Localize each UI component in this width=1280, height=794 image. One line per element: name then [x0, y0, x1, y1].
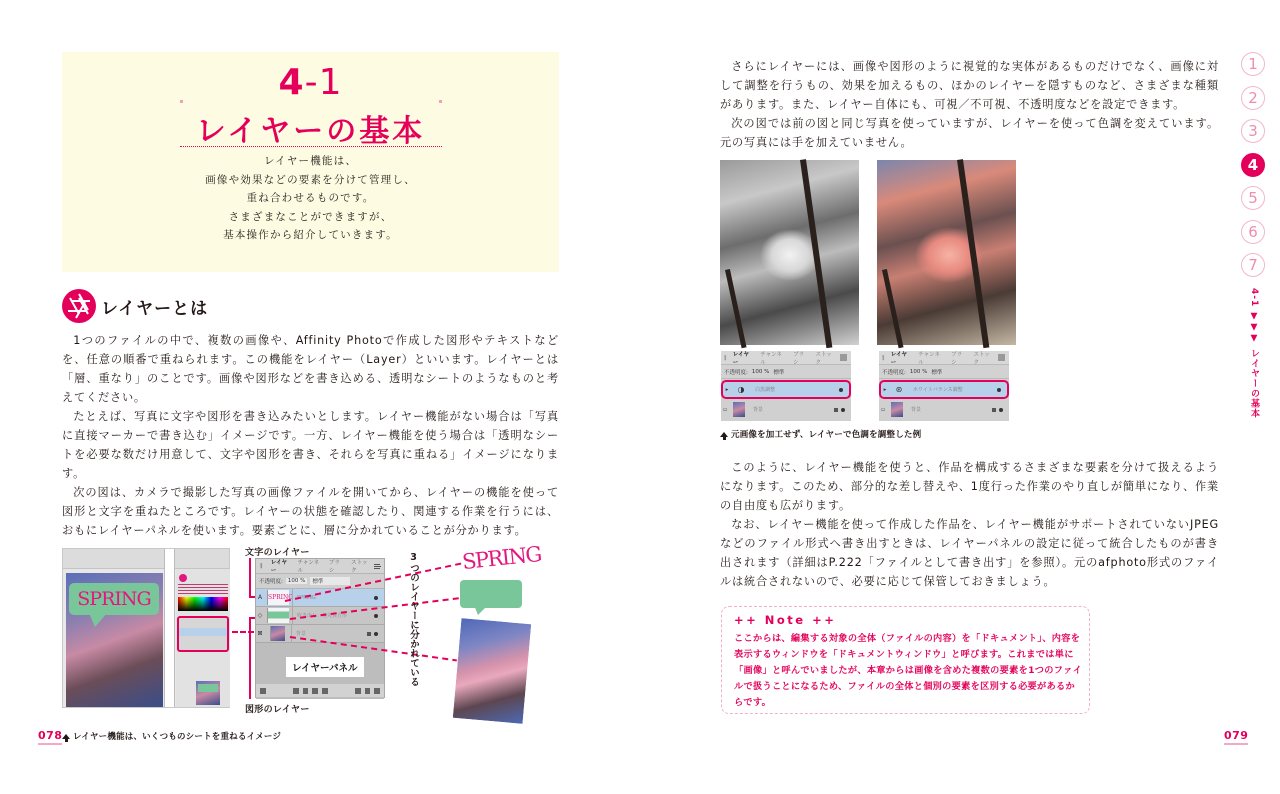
- filter-icon[interactable]: [322, 688, 328, 694]
- lock-icon[interactable]: [992, 408, 996, 412]
- layer-row-adjustment[interactable]: [721, 380, 851, 399]
- panel-tabs: [256, 559, 384, 574]
- sub-section-number: 1: [318, 62, 343, 103]
- layers-panel: [255, 558, 385, 698]
- black-white-adjust-icon: ◑: [737, 385, 745, 394]
- menu-icon[interactable]: [374, 564, 380, 569]
- adjustment-icon[interactable]: [303, 688, 309, 694]
- visibility-dot-icon[interactable]: [374, 596, 378, 600]
- chapter-tabs: [1241, 52, 1267, 287]
- add-layer-icon[interactable]: [365, 688, 371, 694]
- three-layers-label: 3つのレイヤーに分かれている: [408, 552, 419, 687]
- layer-name: 背景: [753, 407, 764, 413]
- menu-icon[interactable]: [998, 354, 1005, 361]
- tab-layers[interactable]: レイヤー: [890, 351, 907, 366]
- paragraph: なお、レイヤー機能を使って作成した作品を、レイヤー機能がサポートされていないJPEGなどのファイル形式へ書き出すときは、レイヤーパネルの設定に従って統合したものが書き出されます（詳細はP.222「ファイルとして書き出す」を参照）。元のafphoto形式のファイルは統合されないので、必要に応じて保管しておきましょう。: [720, 518, 1219, 588]
- layer-row-background[interactable]: [721, 400, 851, 419]
- visibility-dot-icon[interactable]: [999, 408, 1003, 412]
- layer-thumbnail: [733, 402, 745, 417]
- visibility-dot-icon[interactable]: [841, 408, 845, 412]
- blend-mode-select[interactable]: 標準: [931, 369, 943, 376]
- subsection-title: レイヤーとは: [101, 298, 209, 319]
- floating-text-layer: SPRING: [460, 541, 542, 575]
- shape-layer-label: 図形のレイヤー: [245, 705, 310, 715]
- grip: ‖: [724, 354, 727, 361]
- fx-icon[interactable]: [312, 688, 318, 694]
- tree-trunk: [957, 159, 989, 348]
- title-dot-right: [439, 100, 442, 103]
- tab-channels[interactable]: チャンネル: [760, 351, 782, 366]
- layer-options-icon[interactable]: [260, 688, 266, 694]
- layer-name: 背景: [911, 407, 922, 413]
- text-layer-label: 文字のレイヤー: [245, 548, 310, 558]
- arrow-up-icon: [62, 734, 70, 739]
- panel-bottom-toolbar: [256, 684, 384, 697]
- chapter-tab-6[interactable]: 6: [1241, 220, 1265, 244]
- floating-shape-tail: [474, 605, 488, 615]
- lead-line: 画像や効果などの要素を分けて管理し、: [205, 173, 416, 186]
- section-title-box: [62, 52, 559, 272]
- note-box: [721, 606, 1090, 714]
- pixel-layer-icon: ▫: [881, 406, 885, 413]
- grip: ‖: [882, 354, 885, 361]
- speech-bubble-tail: [89, 613, 107, 627]
- layer-thumbnail: [270, 626, 285, 641]
- floating-photo-layer: [452, 617, 533, 725]
- layer-name: 背景: [291, 625, 367, 642]
- title-divider: [180, 146, 442, 147]
- white-balance-icon: ⊛: [895, 385, 903, 394]
- tab-brushes[interactable]: ブラシ: [793, 351, 805, 366]
- navigator-thumbnail: [196, 681, 220, 705]
- section-lead: [62, 152, 559, 245]
- lock-icon[interactable]: [367, 632, 371, 636]
- grayscale-photo: [720, 160, 859, 345]
- opacity-label: 不透明度:: [259, 579, 283, 585]
- spacer: [270, 688, 289, 694]
- chapter-tab-7[interactable]: 7: [1241, 253, 1265, 277]
- visibility-dot-icon[interactable]: [839, 388, 843, 392]
- tab-layers[interactable]: レイヤー: [270, 560, 287, 574]
- layer-row-adjustment[interactable]: [879, 380, 1009, 399]
- floating-shape-layer: [460, 580, 522, 608]
- tree-trunk: [725, 269, 747, 348]
- pixel-layer-icon: ⊠: [257, 630, 263, 637]
- number-separator: -: [304, 62, 319, 103]
- visibility-dot-icon[interactable]: [374, 614, 378, 618]
- caption-text: レイヤー機能は、いくつものシートを重ねるイメージ: [73, 732, 282, 742]
- opacity-field[interactable]: 100 %: [287, 578, 306, 584]
- visibility-dot-icon[interactable]: [374, 632, 378, 636]
- tab-stock[interactable]: ストック: [351, 560, 368, 574]
- body-text: [62, 331, 559, 540]
- layer-name: ホワイトバランス調整: [913, 387, 963, 393]
- mask-icon[interactable]: [293, 688, 299, 694]
- panel-tabs: [879, 351, 1009, 365]
- lock-icon[interactable]: [834, 408, 838, 412]
- layer-name: 吹き出し：角丸長方形: [292, 607, 374, 624]
- tree-trunk: [800, 159, 832, 348]
- layer-thumbnail: [267, 608, 289, 623]
- expand-icon[interactable]: ▸: [725, 386, 729, 393]
- app-screenshot: [62, 548, 230, 708]
- spacer: [332, 688, 351, 694]
- opacity-field[interactable]: 100 %: [909, 368, 928, 375]
- chapter-tab-3[interactable]: 3: [1241, 119, 1265, 143]
- layer-thumbnail: SPRING: [267, 590, 289, 605]
- layers-panel-bw: [721, 351, 851, 421]
- speech-bubble: SPRING: [69, 583, 159, 615]
- tab-stock[interactable]: ストック: [815, 351, 832, 366]
- chapter-tab-1[interactable]: 1: [1241, 52, 1265, 76]
- panel-options: [879, 365, 1009, 379]
- panel-tabs: [721, 351, 851, 365]
- tab-channels[interactable]: チャンネル: [297, 560, 320, 574]
- lead-line: レイヤー機能は、: [263, 155, 358, 167]
- note-body: ここからは、編集する対象の全体（ファイルの内容）を「ドキュメント」、内容を表示するウィンドウを「ドキュメントウィンドウ」と呼びます。これまでは単に「画像」と呼んでいましたが、本章からは画像を含めた複数の要素を1つのファイルで扱うことになるため、ファイルの全体と個別の要素を区別する必要があるからです。: [734, 633, 1083, 708]
- section-title: レイヤーの基本: [195, 114, 426, 149]
- visibility-dot-icon[interactable]: [997, 388, 1001, 392]
- color-swatch: [179, 574, 187, 582]
- panel-options: [256, 574, 384, 589]
- lead-line: 基本操作から紹介していきます。: [223, 229, 398, 241]
- tab-channels[interactable]: チャンネル: [918, 351, 940, 366]
- trash-icon[interactable]: [374, 688, 380, 694]
- blend-mode-select[interactable]: 標準: [310, 577, 350, 585]
- arrow-up-icon: [720, 432, 728, 437]
- section-number: [62, 62, 559, 103]
- paragraph: たとえば、写真に文字や図形を書き込みたいとします。レイヤー機能がない場合は「写真に直接マーカーで書き込む」イメージです。一方、レイヤー機能を使う場合は「透明なシートを必要な数だけ用意して、文字や図形を書き、それらを写真に重ねる」イメージになります。: [62, 410, 559, 480]
- title-dot-left: [180, 100, 183, 103]
- caption-text: 元画像を加工せず、レイヤーで色調を調整した例: [731, 430, 922, 440]
- text-layer-icon: A: [257, 594, 263, 601]
- chapter-tab-2[interactable]: 2: [1241, 86, 1265, 110]
- chapter-tab-4[interactable]: 4: [1241, 153, 1265, 177]
- note-title: ++ Note ++: [734, 613, 837, 627]
- figure-caption-right: [720, 428, 921, 440]
- layer-name: 白黒調整: [755, 387, 776, 393]
- tab-stock[interactable]: ストック: [973, 351, 990, 366]
- panel-label: レイヤーパネル: [286, 657, 364, 677]
- layer-row-background[interactable]: [879, 400, 1009, 419]
- tab-brushes[interactable]: ブラシ: [328, 560, 340, 574]
- aperture-icon: [62, 289, 96, 323]
- running-section-label: 4-1 ▼▼▼ レイヤーの基本: [1249, 288, 1259, 419]
- paragraph: 次の図は、カメラで撮影した写真の画像ファイルを開いてから、レイヤーの機能を使って図形と文字を重ねたところです。レイヤーの状態を確認したり、関連する作業を行うには、おもにレイヤーパネルを使います。要素ごとに、層に分かれていることが分かります。: [62, 486, 559, 537]
- mini-layers-panel: [177, 616, 229, 652]
- layer-name: SPRING: [292, 589, 374, 606]
- lead-line: さまざまなことができますが、: [228, 210, 393, 223]
- layer-thumbnail: [891, 402, 903, 417]
- blend-mode-select[interactable]: 標準: [773, 369, 785, 376]
- warm-photo: [877, 160, 1016, 345]
- paragraph: 1つのファイルの中で、複数の画像や、Affinity Photoで作成した図形やテキストなどを、任意の順番で重ねられます。この機能をレイヤー（Layer）といいます。レイヤーとは「層、重なり」のことです。画像や図形などを書き込める、透明なシートのようなものと考えてください。: [62, 334, 559, 404]
- opacity-label: 不透明度:: [724, 369, 748, 376]
- layers-panel-wb: [879, 351, 1009, 421]
- expand-icon[interactable]: ▸: [883, 386, 887, 393]
- lead-line: 重ね合わせるものです。: [246, 192, 375, 204]
- pixel-layer-icon: ▫: [723, 406, 727, 413]
- cut-wave: [164, 549, 175, 707]
- app-toolbar: [63, 549, 229, 569]
- paragraph: さらにレイヤーには、画像や図形のように視覚的な実体があるものだけでなく、画像に対して調整を行うもの、効果を加えるもの、ほかのレイヤーを隠すものなど、さまざまな種類があります。また、レイヤー自体にも、可視／不可視、不透明度などを設定できます。: [720, 60, 1219, 111]
- menu-icon[interactable]: [840, 354, 847, 361]
- color-spectrum: [178, 597, 228, 611]
- color-sliders: [178, 584, 228, 594]
- grip: ‖: [260, 563, 263, 569]
- tree-trunk: [882, 269, 904, 348]
- panel-options: [721, 365, 851, 379]
- chapter-number: 4: [278, 62, 305, 103]
- page-number: 078: [38, 729, 62, 745]
- subsection-heading: [62, 288, 208, 324]
- opacity-label: 不透明度:: [882, 369, 906, 376]
- tab-layers[interactable]: レイヤー: [732, 351, 749, 366]
- tab-brushes[interactable]: ブラシ: [951, 351, 963, 366]
- chapter-tab-5[interactable]: 5: [1241, 186, 1265, 210]
- paragraph: 次の図では前の図と同じ写真を使っていますが、レイヤーを使って色調を変えています。元の写真には手を加えていません。: [720, 117, 1219, 149]
- shape-layer-line: [249, 617, 251, 699]
- mini-layer-selected: [179, 628, 227, 636]
- figure-caption: [62, 730, 281, 742]
- text-layer-line: [249, 558, 251, 596]
- body-text-top: [720, 57, 1219, 152]
- body-text-bottom: [720, 458, 1219, 591]
- opacity-field[interactable]: 100 %: [751, 368, 770, 375]
- group-icon[interactable]: [355, 688, 361, 694]
- shape-layer-icon: ◇: [257, 612, 263, 619]
- app-side-panel: [176, 569, 230, 707]
- paragraph: このように、レイヤー機能を使うと、作品を構成するさまざまな要素を分けて扱えるようになります。このため、部分的な差し替えや、1度行った作業のやり直しが簡単になり、作業の自由度も広がります。: [720, 461, 1219, 512]
- page-number: 079: [1224, 729, 1248, 745]
